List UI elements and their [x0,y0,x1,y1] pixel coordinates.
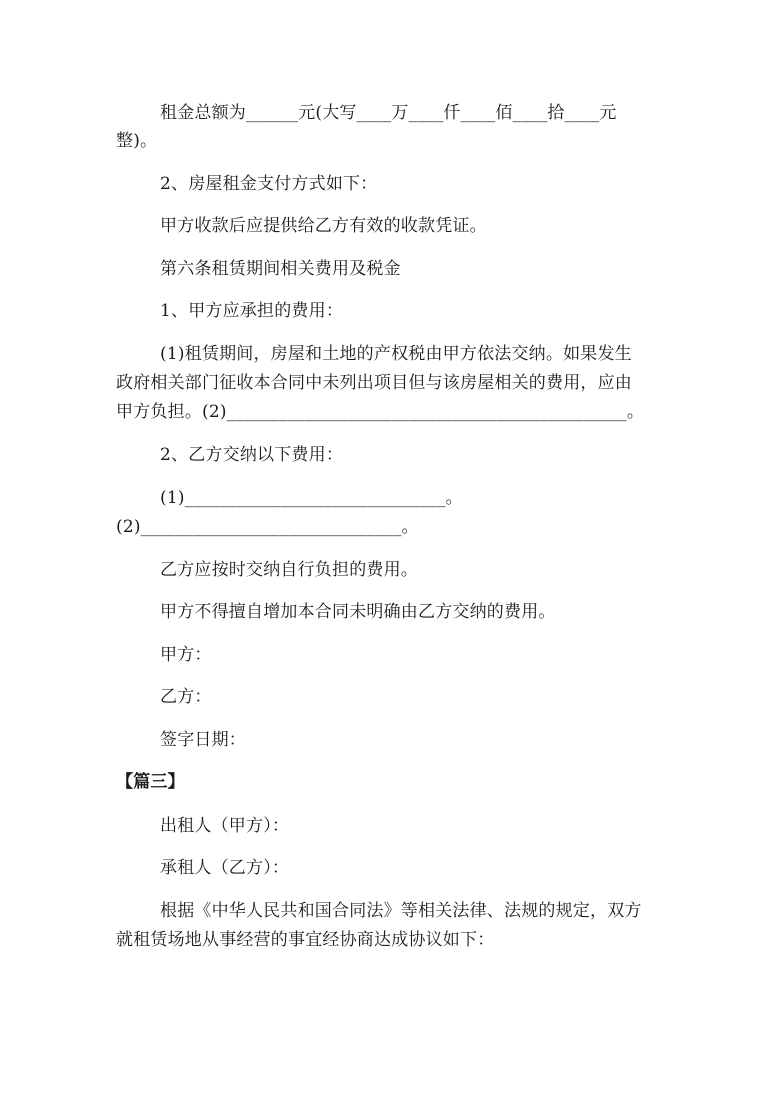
party-b-fee-item-2: (2)______________________________。 [116,517,419,537]
section-three-heading: 【篇三】 [116,772,185,792]
party-a-signature-label: 甲方： [160,645,212,665]
rent-payment-method: 2、房屋租金支付方式如下： [160,174,378,194]
receipt-clause: 甲方收款后应提供给乙方有效的收款凭证。 [160,216,487,236]
party-a-fees-heading: 1、甲方应承担的费用： [160,301,344,321]
legal-basis-line-2: 就租赁场地从事经营的事宜经协商达成协议如下： [116,930,495,950]
party-b-pay-on-time: 乙方应按时交纳自行负担的费用。 [160,560,418,580]
party-a-fees-line-2: 政府相关部门征收本合同中未列出项目但与该房屋相关的费用，应由 [116,373,632,393]
party-b-signature-label: 乙方： [160,687,212,707]
lessor-label: 出租人（甲方）： [160,816,290,836]
party-a-fees-line-3: 甲方负担。(2)______________________________________________。 [116,402,645,422]
no-extra-fees-clause: 甲方不得擅自增加本合同未明确由乙方交纳的费用。 [160,602,556,622]
party-b-fees-heading: 2、乙方交纳以下费用： [160,445,344,465]
party-a-fees-line-1: (1)租赁期间，房屋和土地的产权税由甲方依法交纳。如果发生 [160,344,632,364]
legal-basis-line-1: 根据《中华人民共和国合同法》等相关法律、法规的规定，双方 [160,901,642,921]
rent-total-line-2: 整)。 [116,131,158,151]
article-six-title: 第六条租赁期间相关费用及税金 [160,259,401,279]
lessee-label: 承租人（乙方）： [160,858,290,878]
rent-total-line-1: 租金总额为______元(大写____万____仟____佰____拾____元 [160,103,617,123]
party-b-fee-item-1: (1)______________________________。 [160,488,463,508]
sign-date-label: 签字日期： [160,730,246,750]
